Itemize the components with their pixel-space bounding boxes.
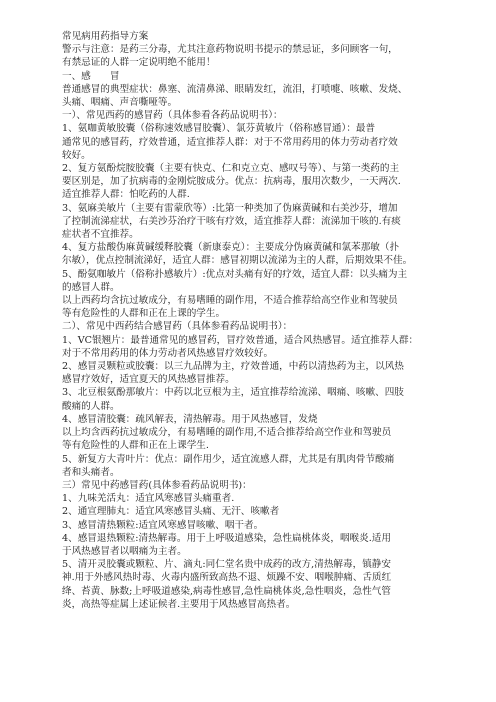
text-line: 普通感冒的典型症状：鼻塞、流清鼻涕、眼睛发红，流泪，打喷嚏、咳嗽、发烧、 bbox=[62, 83, 408, 95]
text-line: 感冒疗效好，适宜夏天的风热感冒推荐。 bbox=[62, 374, 235, 386]
text-line: 炎，高热等症属上述证候者.主要用于风热感冒高热者。 bbox=[62, 598, 296, 610]
text-line: 1、九味羌活丸：适宜风寒感冒头痛重者. bbox=[62, 493, 235, 505]
text-line: 3、氨麻美敏片（主要有雷蒙欣等）:比第一种类加了伪麻黄碱和右美沙芬，增加 bbox=[62, 202, 398, 214]
text-line: 2、复方氨酚烷胺胶囊（主要有快克、仁和克立克、感叹号等）、与第一类药的主 bbox=[62, 163, 400, 175]
section-heading: 一、感 冒 bbox=[62, 70, 120, 82]
text-line: 较好。 bbox=[62, 149, 91, 161]
text-line: 5、新复方大青叶片：优点：副作用少，适宜流感人群，尤其是有肌肉骨节酸痛 bbox=[62, 453, 395, 465]
text-line: 要区别是，加了抗病毒的金刚烷胺成分。优点：抗病毒，服用次数少，一天两次. bbox=[62, 176, 401, 188]
text-line: 以上西药均含抗过敏成分，有易嗜睡的副作用，不适合推荐给高空作业和驾驶员 bbox=[62, 295, 398, 307]
text-line: 者和头痛者。 bbox=[62, 466, 120, 478]
text-line: 1、氨咖黄敏胶囊（俗称速效感冒胶囊）、氯芬黄敏片（俗称感冒通）：最普 bbox=[62, 123, 376, 135]
text-line: 适宜推荐人群：怕吃药的人群. bbox=[62, 189, 190, 201]
text-line: 有禁忌证的人群一定说明绝不能用！ bbox=[62, 57, 216, 69]
document-title: 常见病用药指导方案 bbox=[62, 31, 149, 42]
text-line: 2、通宣理肺丸：适宜风寒感冒头痛、无汗、咳嗽者 bbox=[62, 506, 280, 518]
text-line: 的感冒人群。 bbox=[62, 281, 120, 293]
text-line: 4、感冒清胶囊：疏风解表，清热解毒。用于风热感冒，发烧 bbox=[62, 413, 318, 425]
text-line: 4、复方盐酸伪麻黄碱缓释胶囊（新康泰克）：主要成分伪麻黄碱和氯苯那敏（扑 bbox=[62, 242, 400, 254]
text-line: 4、感冒退热颗粒:清热解毒。用于上呼吸道感染，急性扁桃体炎，咽喉炎.适用 bbox=[62, 532, 391, 544]
text-line: 通常见的感冒药，疗效普通，适宜推荐人群：对于不常用药用的体力劳动者疗效 bbox=[62, 136, 398, 148]
text-line: 症状者不宜推荐。 bbox=[62, 229, 139, 241]
text-line: 警示与注意：是药三分毒，尤其注意药物说明书提示的禁忌证，多问顾客一句， bbox=[62, 44, 398, 56]
document-body bbox=[62, 43, 436, 611]
text-line: 了控制流涕症状，右美沙芬治疗干咳有疗效，适宜推荐人群：流涕加干咳的.有痰 bbox=[62, 215, 401, 227]
text-line: 等有危险性的人群和正在上课的学生。 bbox=[62, 308, 226, 320]
subsection-heading: 一）、常见西药的感冒药（具体参看各药品说明书）： bbox=[62, 110, 283, 122]
text-line: 5、清开灵胶囊或颗粒、片、滴丸:同仁堂名贵中成药的改方,清热解毒，镇静安 bbox=[62, 559, 391, 571]
text-line: 5、酚氨咖敏片（俗称扑感敏片）:优点对头痛有好的疗效，适宜人群：以头痛为主 bbox=[62, 268, 408, 280]
text-line: 3、北豆根氨酚那敏片：中药以北豆根为主，适宜推荐给流涕、咽痛、咳嗽、四肢 bbox=[62, 387, 404, 399]
subsection-heading: 二）、常见中西药结合感冒药（具体参看药品说明书）： bbox=[62, 321, 293, 333]
text-line: 对于不常用药用的体力劳动者风热感冒疗效较好。 bbox=[62, 347, 274, 359]
text-line: 以上均含西药抗过敏成分，有易嗜睡的副作用,不适合推荐给高空作业和驾驶员 bbox=[62, 427, 392, 439]
text-line: 1、VC银翘片：最普通常见的感冒药，冒疗效普通，适合风热感冒。适宜推荐人群： bbox=[62, 334, 419, 346]
text-line: 2、感冒灵颗粒或胶囊：以三九品牌为主，疗效普通，中药以清热药为主，以风热 bbox=[62, 361, 404, 373]
text-line: 绛、苔黄、脉数;上呼吸道感染,病毒性感冒,急性扁桃体炎,急性咽炎，急性气管 bbox=[62, 585, 391, 597]
subsection-heading: 三）常见中药感冒药(具体参看药品说明书)： bbox=[62, 479, 252, 491]
text-line: 头痛、咽痛、声音嘶哑等。 bbox=[62, 97, 178, 109]
text-line: 尔敏），优点控制流涕好，适宜人群：感冒初期以流涕为主的人群，后期效果不佳。 bbox=[62, 255, 413, 267]
text-line: 于风热感冒者以咽痛为主者。 bbox=[62, 545, 187, 557]
text-line: 等有危险性的人群和正在上课学生. bbox=[62, 440, 209, 452]
text-line: 3、感冒清热颗粒:适宜风寒感冒咳嗽、咽干者。 bbox=[62, 519, 264, 531]
text-line: 酸痛的人群。 bbox=[62, 400, 120, 412]
text-line: 神.用于外感风热时毒、火毒内盛所致高热不退、烦躁不安、咽喉肿痛、舌质红 bbox=[62, 572, 392, 584]
